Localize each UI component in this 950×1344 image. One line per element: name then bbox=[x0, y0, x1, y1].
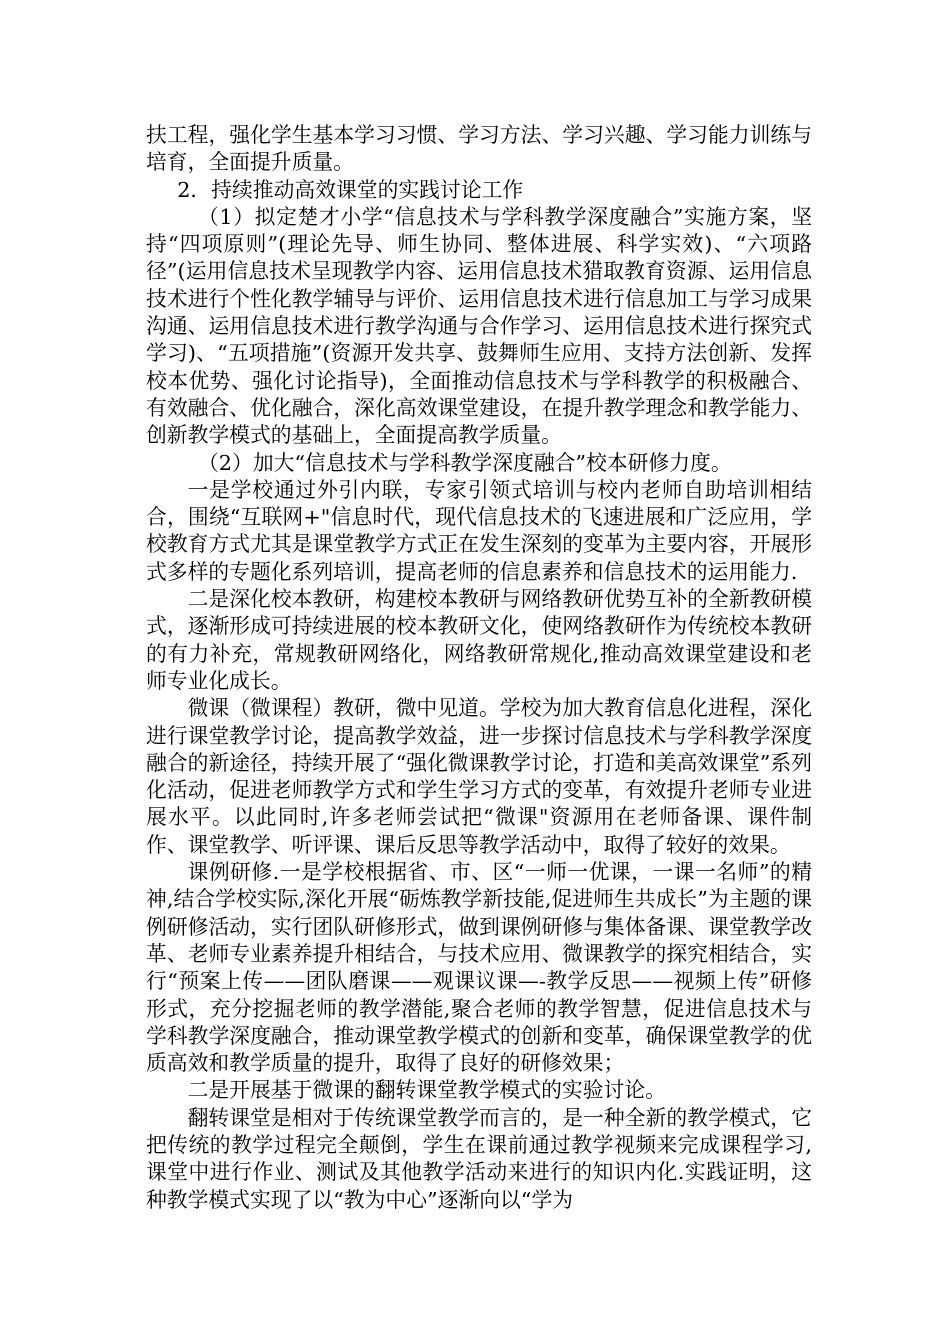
paragraph-micro-lesson: 微课（微课程）教研，微中见道。学校为加大教育信息化进程，深化进行课堂教学讨论，提高教学效益，进一步探讨信息技术与学科教学深度融合的新途径，持续开展了“强化微课教学讨论，打造和美高效课堂”系列化活动，促进老师教学方式和学生学习方式的变革，有效提升老师专业进展水平。以此同时,许多老师尝试把“微课"资源用在老师备课、课件制作、课堂教学、听评课、课后反思等教学活动中，取得了较好的效果。 bbox=[146, 696, 812, 857]
document-page bbox=[146, 122, 812, 1214]
paragraph-item-2: （2）加大“信息技术与学科教学深度融合”校本研修力度。 bbox=[198, 450, 732, 475]
paragraph-second-point: 二是深化校本教研，构建校本教研与网络教研优势互补的全新教研模式，逐渐形成可持续进展的校本教研文化，使网络教研作为传统校本教研的有力补充，常规教研网络化，网络教研常规化,推动高效课堂建设和老师专业化成长。 bbox=[146, 587, 812, 693]
paragraph-flipped-intro: 二是开展基于微课的翻转课堂教学模式的实验讨论。 bbox=[187, 1078, 666, 1103]
paragraph-flipped-classroom: 翻转课堂是相对于传统课堂教学而言的，是一种全新的教学模式，它把传统的教学过程完全颠倒，学生在课前通过教学视频来完成课程学习,课堂中进行作业、测试及其他教学活动来进行的知识内化.实践证明，这种教学模式实现了以“教为中心”逐渐向以“学为 bbox=[146, 1105, 812, 1212]
section-heading-2: 2．持续推动高效课堂的实践讨论工作 bbox=[177, 177, 524, 202]
paragraph-continuation: 扶工程，强化学生基本学习习惯、学习方法、学习兴趣、学习能力训练与培育，全面提升质量。 bbox=[146, 123, 812, 175]
paragraph-lesson-study: 课例研修.一是学校根据省、市、区“一师一优课，一课一名师”的精神,结合学校实际,深化开展“砺炼教学新技能,促进师生共成长”为主题的课例研修活动，实行团队研修形式，做到课例研修与集体备课、课堂教学改革、老师专业素养提升相结合，与技术应用、微课教学的探究相结合，实行“预案上传——团队磨课——观课议课—-教学反思——视频上传”研修形式，充分挖掘老师的教学潜能,聚合老师的教学智慧，促进信息技术与学科教学深度融合，推动课堂教学模式的创新和变革，确保课堂教学的优质高效和教学质量的提升，取得了良好的研修效果； bbox=[146, 860, 812, 1076]
paragraph-item-1: （1）拟定楚才小学“信息技术与学科教学深度融合”实施方案，坚持“四项原则”(理论先导、师生协同、整体进展、科学实效)、“六项路径”(运用信息技术呈现教学内容、运用信息技术猎取教育资源、运用信息技术进行个性化教学辅导与评价、运用信息技术进行信息加工与学习成果沟通、运用信息技术进行教学沟通与合作学习、运用信息技术进行探究式学习)、“五项措施”(资源开发共享、鼓舞师生应用、支持方法创新、发挥校本优势、强化讨论指导)，全面推动信息技术与学科教学的积极融合、有效融合、优化融合，深化高效课堂建设，在提升教学理念和教学能力、创新教学模式的基础上，全面提高教学质量。 bbox=[146, 204, 812, 448]
paragraph-first-point: 一是学校通过外引内联，专家引领式培训与校内老师自助培训相结合，围绕“互联网+"信息时代，现代信息技术的飞速进展和广泛应用，学校教育方式尤其是课堂教学方式正在发生深刻的变革为主要内容，开展形式多样的专题化系列培训，提高老师的信息素养和信息技术的运用能力. bbox=[146, 477, 812, 584]
